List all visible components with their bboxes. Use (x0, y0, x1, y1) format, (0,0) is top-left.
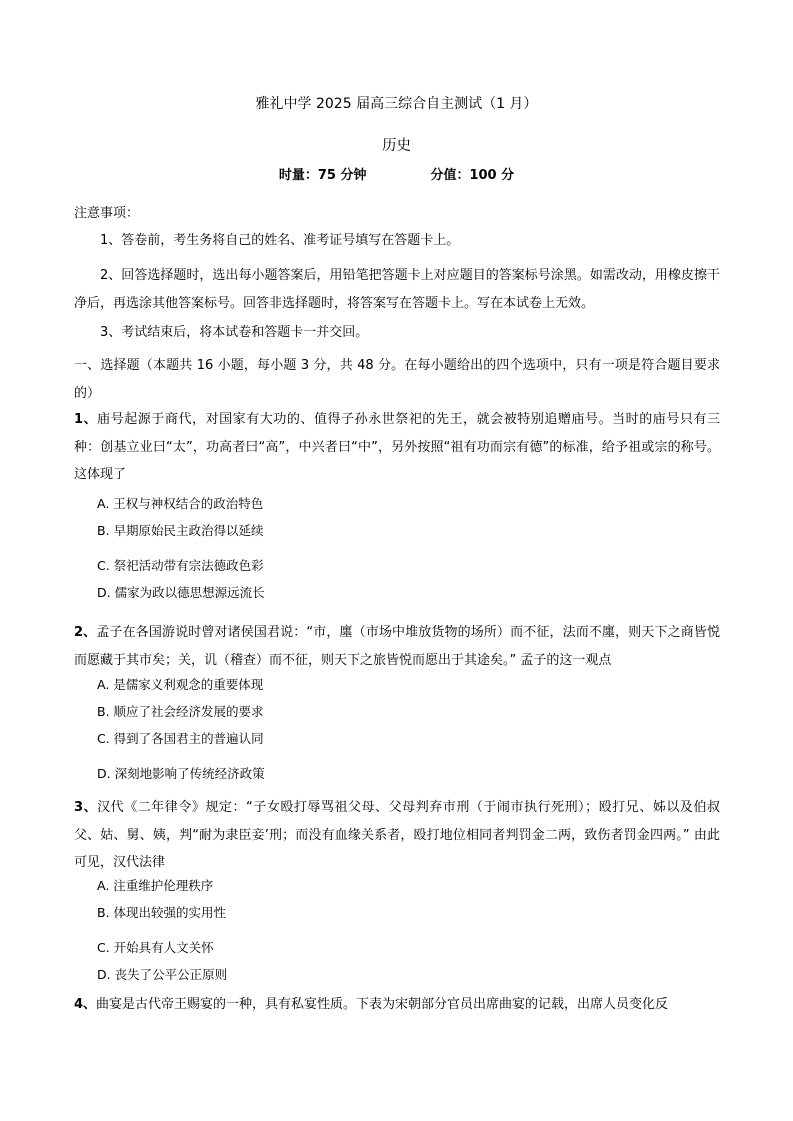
question-stem: 庙号起源于商代，对国家有大功的、值得子孙永世祭祀的先王，就会被特别追赠庙号。当时的庙号只有三种：创基立业曰“太”，功高者曰“高”，中兴者曰“中”，另外按照“祖有功而宗有德”的标准，给予祖或宗的称号。这体现了 (74, 412, 720, 482)
question-2-option-c[interactable]: C. 得到了各国君主的普遍认同 (97, 731, 264, 746)
notice-heading: 注意事项： (74, 206, 140, 221)
question-4 (74, 995, 720, 1015)
question-number: 3、 (74, 800, 98, 815)
question-1-option-b[interactable]: B. 早期原始民主政治得以延续 (97, 523, 264, 538)
notice-item-1: 1、答卷前，考生务将自己的姓名、准考证号填写在答题卡上。 (100, 233, 460, 248)
question-2 (74, 619, 720, 674)
notice-item-3: 3、考试结束后，将本试卷和答题卡一并交回。 (100, 325, 369, 340)
time-limit: 时量：75 分钟 (278, 168, 367, 183)
question-1 (74, 406, 720, 489)
notice-item-2: 2、回答选择题时，选出每小题答案后，用铅笔把答题卡上对应题目的答案标号涂黑。如需改动，用橡皮擦干净后，再选涂其他答案标号。回答非选择题时，将答案写在答题卡上。写在本试卷上无效。 (74, 268, 720, 311)
total-score: 分值：100 分 (430, 168, 515, 183)
exam-meta (0, 166, 793, 186)
exam-title: 雅礼中学 2025 届高三综合自主测试（1 月） (255, 96, 538, 112)
question-stem: 孟子在各国游说时曾对诸侯国君说：“市，廛（市场中堆放货物的场所）而不征，法而不廛，则天下之商皆悦而愿藏于其市矣；关，讥（稽查）而不征，则天下之旅皆悦而愿出于其途矣。” 孟子的这一观点 (74, 625, 720, 668)
question-stem: 汉代《二年律令》规定：“子女殴打辱骂祖父母、父母判弃市刑（于闹市执行死刑）；殴打兄、姊以及伯叔父、姑、舅、姨，判“耐为隶臣妾’刑；而没有血缘关系者，殴打地位相同者判罚金二两，致伤者罚金四两。” 由此可见，汉代法律 (74, 800, 720, 870)
question-1-option-d[interactable]: D. 儒家为政以德思想源远流长 (97, 585, 265, 600)
section-heading: 一、选择题（本题共 16 小题，每小题 3 分，共 48 分。在每小题给出的四个选项中，只有一项是符合题目要求的） (74, 358, 720, 401)
question-3-option-a[interactable]: A. 注重维护伦理秩序 (97, 878, 214, 893)
question-2-option-d[interactable]: D. 深刻地影响了传统经济政策 (97, 766, 265, 781)
question-2-option-a[interactable]: A. 是儒家义利观念的重要体现 (97, 677, 264, 692)
question-1-option-c[interactable]: C. 祭祀活动带有宗法德政色彩 (97, 558, 264, 573)
question-3-option-d[interactable]: D. 丧失了公平公正原则 (97, 967, 228, 982)
question-3-option-c[interactable]: C. 开始具有人文关怀 (97, 940, 214, 955)
question-3 (74, 794, 720, 877)
subject-title: 历史 (382, 138, 411, 154)
question-number: 1、 (74, 412, 98, 427)
question-stem: 曲宴是古代帝王赐宴的一种，具有私宴性质。下表为宋朝部分官员出席曲宴的记载，出席人员变化反 (96, 997, 669, 1012)
question-number: 4、 (74, 997, 97, 1012)
question-number: 2、 (74, 625, 97, 640)
question-1-option-a[interactable]: A. 王权与神权结合的政治特色 (97, 496, 264, 511)
question-3-option-b[interactable]: B. 体现出较强的实用性 (97, 905, 227, 920)
question-2-option-b[interactable]: B. 顺应了社会经济发展的要求 (97, 704, 264, 719)
